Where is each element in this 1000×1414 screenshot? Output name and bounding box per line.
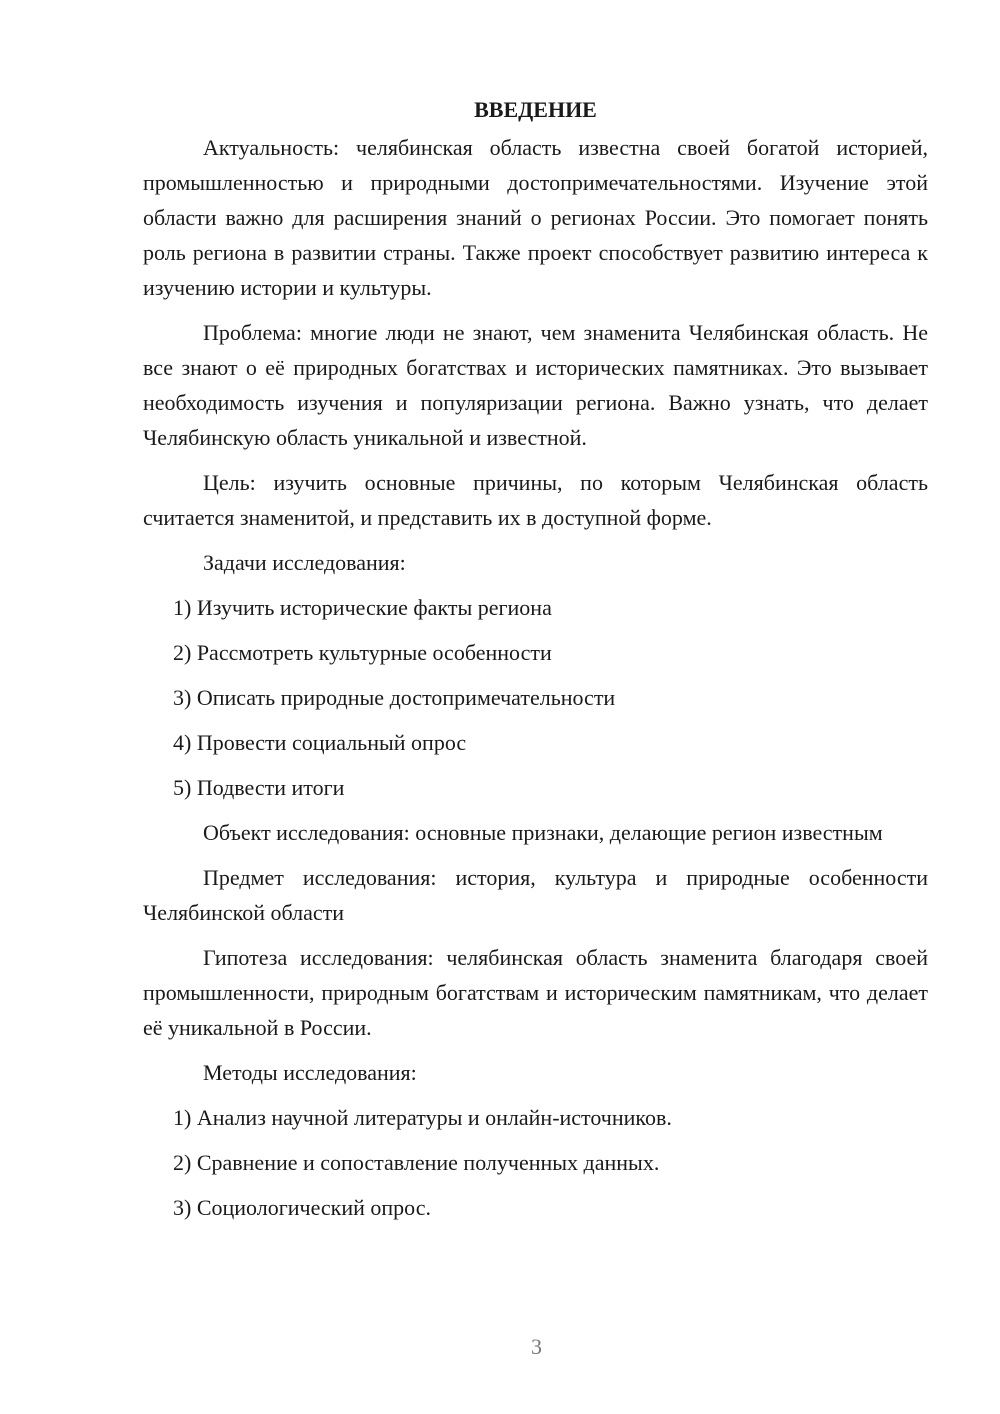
list-item-task-2: 2) Рассмотреть культурные особенности (173, 640, 552, 665)
methods-heading: Методы исследования: (203, 1060, 417, 1085)
paragraph-object: Объект исследования: основные признаки, делающие регион известным (203, 820, 883, 845)
list-item-task-1: 1) Изучить исторические факты региона (173, 595, 552, 620)
paragraph-problem: Проблема: многие люди не знают, чем знаменита Челябинская область. Не все знают о её природных богатствах и исторических памятниках. Это вызывает необходимость изучения и популяризации региона. Важно узнать, что делает Челябинскую область уникальной и известной. (143, 320, 928, 450)
paragraph-goal: Цель: изучить основные причины, по которым Челябинская область считается знаменитой, и представить их в доступной форме. (143, 470, 928, 530)
page-content (143, 92, 928, 1235)
list-item-task-3: 3) Описать природные достопримечательности (173, 685, 616, 710)
tasks-heading: Задачи исследования: (203, 550, 406, 575)
list-item-method-3: 3) Социологический опрос. (173, 1195, 431, 1220)
tasks-list (143, 590, 928, 805)
section-title: ВВЕДЕНИЕ (474, 97, 597, 122)
list-item-task-5: 5) Подвести итоги (173, 775, 345, 800)
list-item-method-2: 2) Сравнение и сопоставление полученных данных. (173, 1150, 660, 1175)
page-number: 3 (531, 1334, 542, 1359)
paragraph-relevance: Актуальность: челябинская область известна своей богатой историей, промышленностью и природными достопримечательностями. Изучение этой области важно для расширения знаний о регионах России. Это помогает понять роль региона в развитии страны. Также проект способствует развитию интереса к изучению истории и культуры. (143, 135, 928, 300)
list-item-task-4: 4) Провести социальный опрос (173, 730, 467, 755)
methods-list (143, 1100, 928, 1225)
paragraph-subject: Предмет исследования: история, культура и природные особенности Челябинской области (143, 865, 928, 925)
paragraph-hypothesis: Гипотеза исследования: челябинская область знаменита благодаря своей промышленности, природным богатствам и историческим памятникам, что делает её уникальной в России. (143, 945, 928, 1040)
list-item-method-1: 1) Анализ научной литературы и онлайн-источников. (173, 1105, 672, 1130)
